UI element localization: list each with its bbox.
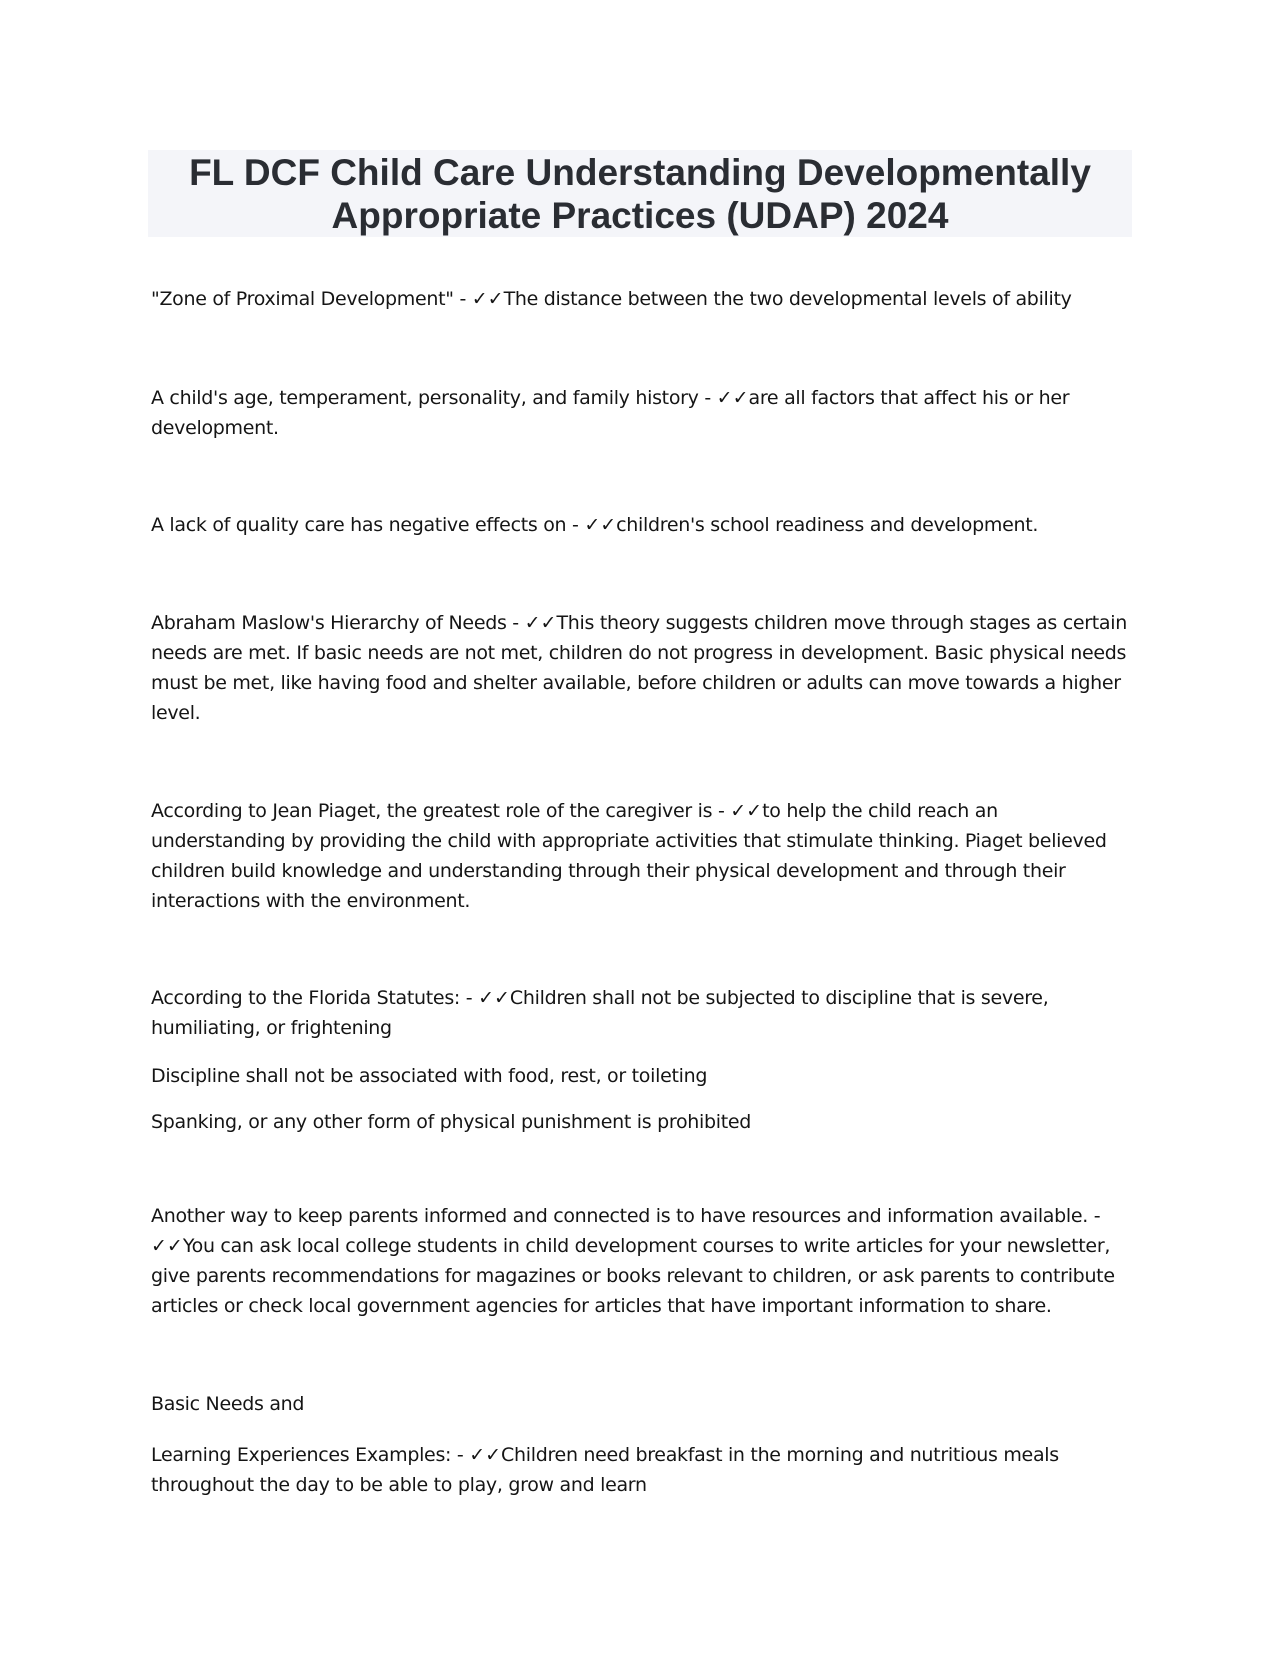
check-icon: ✓✓ [730, 800, 763, 822]
flashcard-florida-statutes [151, 983, 1131, 1043]
flashcard-florida-statutes-line-2: Discipline shall not be associated with food, rest, or toileting [151, 1065, 708, 1087]
flashcard-zone-of-proximal-development [151, 284, 1131, 314]
flashcard-term: Another way to keep parents informed and connected is to have resources and information available. - [151, 1205, 1101, 1227]
flashcard-parent-resources [151, 1201, 1131, 1321]
flashcard-term: A lack of quality care has negative effects on - [151, 514, 585, 536]
title-banner [148, 150, 1132, 237]
flashcard-term: According to Jean Piaget, the greatest role of the caregiver is - [151, 800, 731, 822]
flashcard-answer: Children shall not be subjected to discipline that is severe, humiliating, or frightening [151, 987, 1049, 1039]
flashcard-florida-statutes-line-3: Spanking, or any other form of physical punishment is prohibited [151, 1111, 752, 1133]
flashcard-term: "Zone of Proximal Development" - [151, 288, 472, 310]
flashcard-answer: The distance between the two developmental levels of ability [503, 288, 1072, 310]
flashcard-term: A child's age, temperament, personality, and family history - [151, 387, 717, 409]
flashcard-answer: This theory suggests children move through stages as certain needs are met. If basic needs are not met, children do not progress in development. Basic physical needs must be met, like having food and shelter available, before children or adults can move towards a higher level. [151, 612, 1127, 724]
check-icon: ✓✓ [584, 514, 617, 536]
flashcard-answer: are all factors that affect his or her development. [151, 387, 1070, 439]
flashcard-term: Abraham Maslow's Hierarchy of Needs - [151, 612, 525, 634]
flashcard-child-factors [151, 383, 1131, 443]
flashcard-learning-experiences [151, 1440, 1131, 1500]
check-icon: ✓✓ [471, 288, 504, 310]
flashcard-answer: children's school readiness and development. [616, 514, 1039, 536]
flashcard-answer: Children need breakfast in the morning and nutritious meals throughout the day to be able to play, grow and learn [151, 1444, 1059, 1496]
flashcard-answer: to help the child reach an understanding by providing the child with appropriate activities that stimulate thinking. Piaget believed children build knowledge and understanding through their physical development and through their interactions with the environment. [151, 800, 1107, 912]
flashcard-maslow-hierarchy [151, 608, 1131, 728]
flashcard-lack-of-quality-care [151, 510, 1131, 540]
check-icon: ✓✓ [151, 1235, 183, 1257]
check-icon: ✓✓ [716, 387, 749, 409]
flashcard-term: According to the Florida Statutes: - [151, 987, 479, 1009]
flashcard-answer: You can ask local college students in child development courses to write articles for your newsletter, give parents recommendations for magazines or books relevant to children, or ask parents to contribute articles or check local government agencies for articles that have important information to share. [151, 1235, 1115, 1317]
page-title-line-1: FL DCF Child Care Understanding Developmentally [189, 151, 1091, 193]
flashcard-basic-needs-heading: Basic Needs and [151, 1393, 305, 1415]
flashcard-piaget-caregiver-role [151, 796, 1131, 916]
flashcard-term: Learning Experiences Examples: - [151, 1444, 470, 1466]
page-title-line-2: Appropriate Practices (UDAP) 2024 [331, 194, 949, 236]
check-icon: ✓✓ [478, 987, 510, 1009]
check-icon: ✓✓ [469, 1444, 502, 1466]
check-icon: ✓✓ [524, 612, 557, 634]
